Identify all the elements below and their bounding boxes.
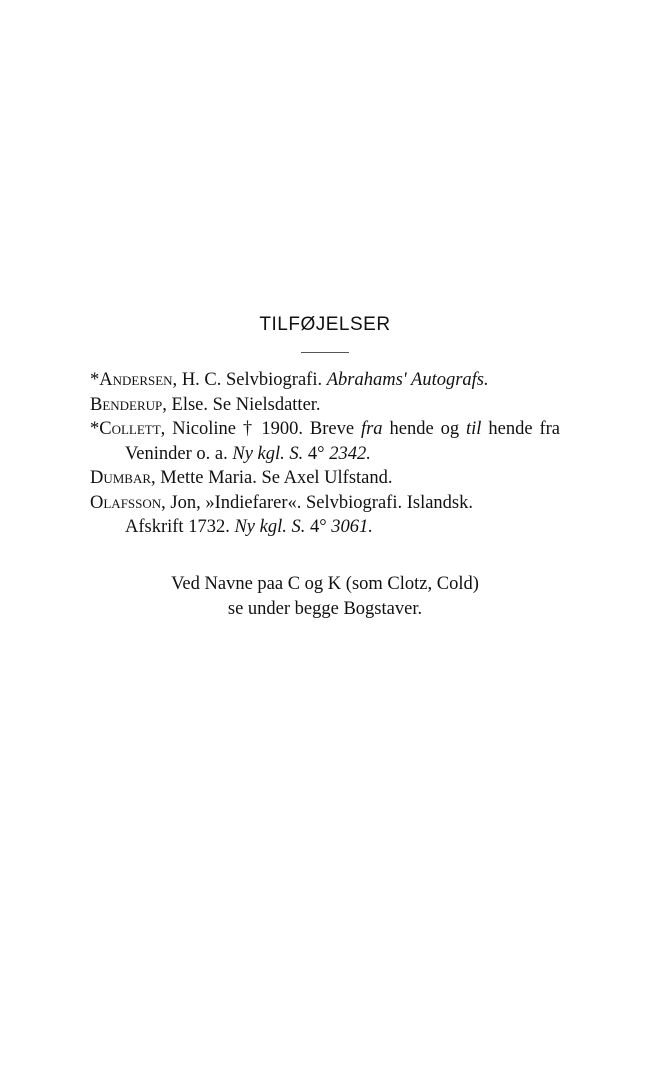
- entry-collett: [90, 417, 560, 466]
- entry-list: [90, 368, 560, 540]
- entry-name: Dumbar,: [90, 468, 156, 488]
- entry-shelfmark: 2342.: [329, 443, 371, 464]
- entry-text: Afskrift 1732.: [125, 517, 235, 537]
- entry-name: *Andersen,: [90, 370, 178, 390]
- page-heading: TILFØJELSER: [259, 314, 391, 335]
- entry-text: 4°: [305, 517, 332, 537]
- cross-reference-note: [0, 572, 650, 622]
- entry-name: Olafsson,: [90, 492, 166, 513]
- entry-text: Mette Maria. Se Axel Ulfstand.: [155, 468, 393, 488]
- entry-source: Abrahams' Autografs.: [326, 370, 489, 390]
- entry-italic-word: fra: [360, 419, 383, 439]
- entry-name: *Collett,: [90, 419, 166, 439]
- entry-italic-word: til: [466, 419, 482, 439]
- entry-text: Else. Se Nielsdatter.: [166, 394, 321, 415]
- note-line: se under begge Bogstaver.: [227, 599, 423, 619]
- entry-andersen: [90, 368, 560, 393]
- entry-text: hende og: [382, 419, 467, 439]
- entry-dumbar: [90, 466, 560, 491]
- entry-text: hende fra Veninder o. a.: [125, 419, 560, 464]
- entry-text: Jon, »Indiefarer«. Selvbiografi. Islandsk.: [165, 492, 474, 513]
- entry-benderup: [90, 393, 560, 418]
- note-line: Ved Navne paa C og K (som Clotz, Cold): [171, 574, 479, 594]
- entry-source: Ny kgl. S.: [232, 443, 304, 464]
- entry-shelfmark: 3061.: [331, 517, 373, 537]
- entry-name: Benderup,: [90, 394, 167, 415]
- entry-olafsson: [90, 491, 560, 540]
- entry-text: H. C. Selvbiografi.: [177, 370, 327, 390]
- entry-text: Nicoline † 1900. Breve: [165, 419, 361, 439]
- entry-text: 4°: [303, 443, 330, 464]
- entry-source: Ny kgl. S.: [234, 517, 306, 537]
- heading-rule: [301, 352, 349, 353]
